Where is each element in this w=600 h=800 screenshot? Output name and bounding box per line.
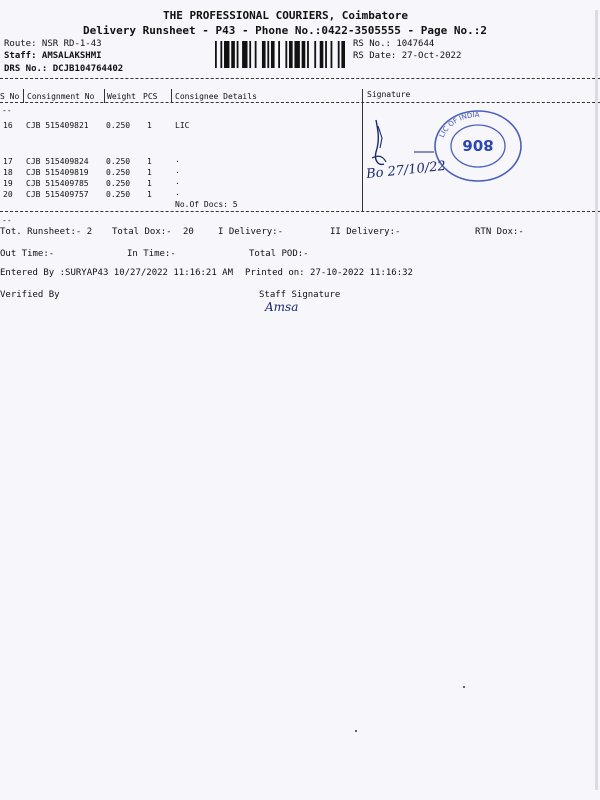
- barcode-bar: [307, 41, 309, 68]
- ii-delivery: II Delivery:-: [330, 227, 401, 237]
- barcode-bar: [215, 41, 217, 68]
- barcode-bar: [320, 41, 324, 68]
- row-weight: 0.250: [106, 157, 131, 166]
- col-header-consignment: Consignment No: [27, 92, 95, 101]
- barcode-bar: [249, 41, 251, 68]
- col-header-weight: Weight: [107, 92, 136, 101]
- rtn-dox: RTN Dox:-: [475, 227, 524, 237]
- no-of-docs: No.Of Docs: 5: [175, 200, 238, 209]
- in-time: In Time:-: [127, 249, 176, 259]
- col-header-signature: Signature: [367, 90, 411, 99]
- row-consignment: CJB 515409819: [26, 168, 89, 177]
- barcode-bar: [267, 41, 269, 68]
- staff-text: Staff: AMSALAKSHMI: [4, 51, 102, 61]
- row-sno: 16: [3, 121, 13, 130]
- divider-line: [0, 211, 600, 212]
- divider-line: [0, 102, 600, 103]
- row-weight: 0.250: [106, 190, 131, 199]
- stamp-number: 806: [462, 136, 494, 154]
- barcode-bar: [302, 41, 306, 68]
- divider-line: [0, 78, 600, 79]
- row-pcs: 1: [147, 190, 152, 199]
- barcode-bar: [294, 41, 299, 68]
- col-header-sno: S No: [0, 92, 20, 101]
- scan-edge: [595, 10, 598, 790]
- barcode-bar: [331, 41, 333, 68]
- verified-by: Verified By: [0, 290, 60, 300]
- entered-by: Entered By :SURYAP43 10/27/2022 11:16:21 AM: [0, 268, 233, 278]
- row-pcs: 1: [147, 121, 152, 130]
- rs-date: RS Date: 27-Oct-2022: [353, 51, 462, 61]
- row-weight: 0.250: [106, 179, 131, 188]
- i-delivery: I Delivery:-: [218, 227, 284, 237]
- barcode-bar: [278, 41, 280, 68]
- barcode-bar: [314, 41, 316, 68]
- row-weight: 0.250: [106, 168, 131, 177]
- col-header-pcs: PCS: [143, 92, 158, 101]
- route-text: Route: NSR RD-1-43: [4, 39, 102, 49]
- barcode-bar: [224, 41, 229, 68]
- total-dox-value: 20: [183, 227, 194, 237]
- row-weight: 0.250: [106, 121, 131, 130]
- total-pod: Total POD:-: [249, 249, 309, 259]
- barcode-bar: [271, 41, 275, 68]
- barcode-bar: [231, 41, 235, 68]
- barcode-bar: [341, 41, 345, 68]
- total-dox-label: Total Dox:-: [112, 227, 172, 237]
- rs-number: RS No.: 1047644: [353, 39, 435, 49]
- barcode-bar: [285, 41, 287, 68]
- staff-signature-label: Staff Signature: [259, 290, 341, 300]
- barcode-bar: [255, 41, 257, 68]
- staff-handwritten-signature: Amsa: [265, 300, 299, 314]
- row-consignment: CJB 515409824: [26, 157, 89, 166]
- row-pcs: 1: [147, 168, 152, 177]
- barcode-bar: [237, 41, 239, 68]
- scan-speck: [355, 730, 357, 732]
- row-separator-mark: --: [2, 216, 12, 225]
- row-consignment: CJB 515409821: [26, 121, 89, 130]
- barcode: [215, 41, 345, 68]
- row-sno: 18: [3, 168, 13, 177]
- handwritten-date: Bo 27/10/22: [365, 158, 447, 183]
- row-sno: 19: [3, 179, 13, 188]
- out-time: Out Time:-: [0, 249, 55, 259]
- row-separator-mark: --: [2, 106, 12, 115]
- scan-speck: [463, 686, 465, 688]
- row-sno: 20: [3, 190, 13, 199]
- barcode-bar: [242, 41, 247, 68]
- row-pcs: 1: [147, 179, 152, 188]
- row-consignee: .: [175, 166, 180, 175]
- row-consignee: .: [175, 155, 180, 164]
- column-divider: [104, 89, 105, 103]
- barcode-bar: [289, 41, 293, 68]
- row-sno: 17: [3, 157, 13, 166]
- column-divider: [23, 89, 24, 103]
- barcode-bar: [325, 41, 327, 68]
- lic-office-stamp: [432, 108, 524, 184]
- stamp-text: LIC OF INDIA: [437, 110, 480, 139]
- row-consignee: LIC: [175, 121, 190, 130]
- printed-on: Printed on: 27-10-2022 11:16:32: [245, 268, 413, 278]
- barcode-bar: [262, 41, 266, 68]
- col-header-consignee: Consignee Details: [175, 92, 257, 101]
- runsheet-title: Delivery Runsheet - P43 - Phone No.:0422-3505555 - Page No.:2: [83, 24, 487, 37]
- tot-runsheet: Tot. Runsheet:- 2: [0, 227, 93, 237]
- row-consignee: .: [175, 188, 180, 197]
- barcode-bar: [220, 41, 222, 68]
- row-consignee: .: [175, 177, 180, 186]
- column-divider: [171, 89, 172, 103]
- company-name: THE PROFESSIONAL COURIERS, Coimbatore: [163, 9, 409, 22]
- row-pcs: 1: [147, 157, 152, 166]
- drs-number: DRS No.: DCJB104764402: [4, 64, 124, 74]
- barcode-bar: [338, 41, 340, 68]
- row-consignment: CJB 515409757: [26, 190, 89, 199]
- row-consignment: CJB 515409785: [26, 179, 89, 188]
